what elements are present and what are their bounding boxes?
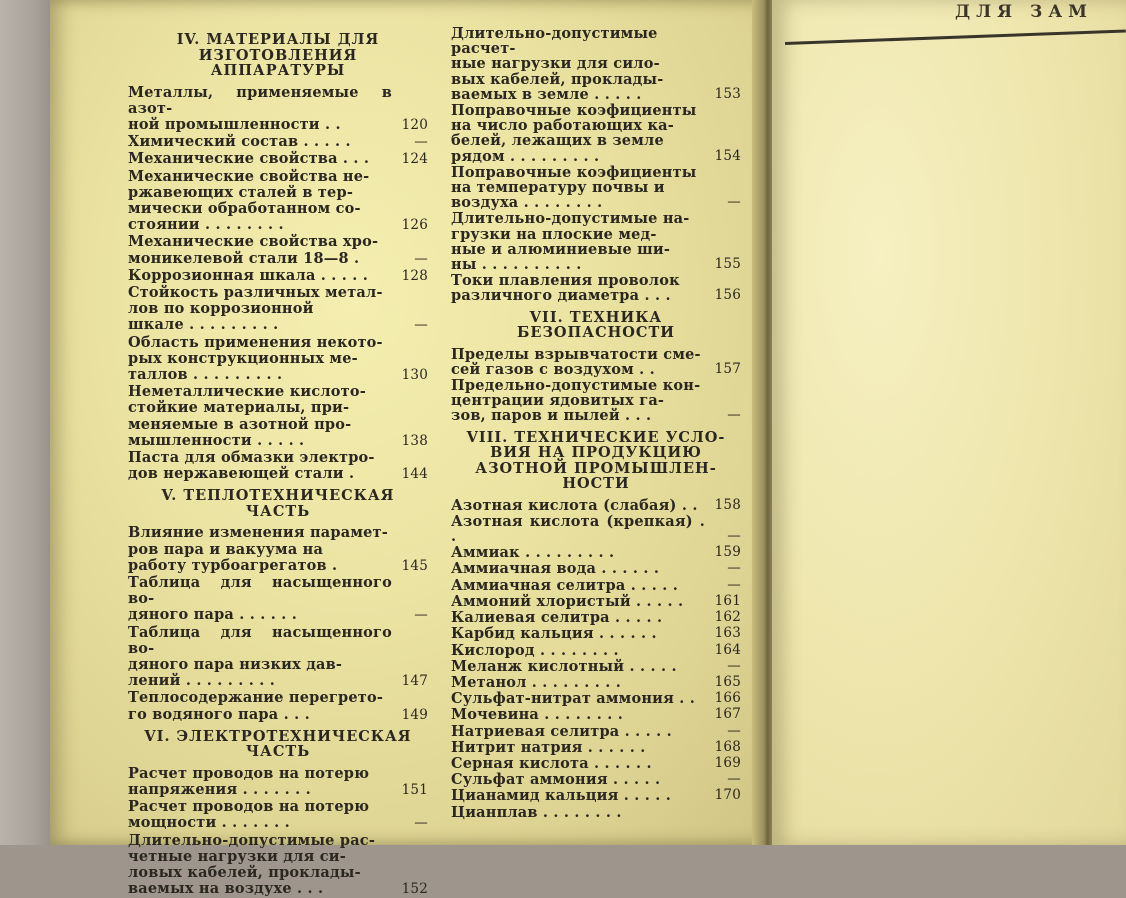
toc-entry-title: Расчет проводов на потерю напряжения . . . . . . . [128,764,370,799]
toc-entry [451,561,741,576]
toc-entry-title: Таблица для насыщенного во- дяного пара . . . . . . [128,573,392,624]
toc-entry-title: Таблица для насыщенного во- дяного пара низких дав- лений . . . . . . . . . [128,623,392,690]
toc-entry-title: Меланж кислотный . . . . . [451,657,677,675]
toc-entry [451,707,741,722]
toc-entry-page: 163 [714,625,741,642]
toc-entry [128,85,428,134]
toc-entry-title: Карбид кальция . . . . . . [451,625,657,643]
toc-entry-page: 161 [714,592,741,609]
toc-entry-title: Механические свойства . . . [128,150,370,168]
toc-entry-title: Поправочные коэфициенты на температуру почвы и воздуха . . . . . . . . [451,163,697,212]
toc-entry [451,273,741,303]
toc-entry-page: 155 [714,256,741,273]
toc-entry [451,103,741,164]
toc-entry [451,724,741,739]
right-page-header: ДЛЯ ЗАМ [955,2,1093,22]
toc-entry-title: Коррозионная шкала . . . . . [128,266,369,284]
toc-entry-title: Аммиак . . . . . . . . . [451,544,615,562]
toc-entry-page: 159 [714,544,741,561]
toc-entry-title: Цианамид кальция . . . . . [451,787,672,805]
toc-entry [451,788,741,803]
toc-entry [128,384,428,449]
toc-entry-title: Область применения некото- рых конструкционных ме- таллов . . . . . . . . . [128,333,383,383]
toc-entry-title: Сульфат аммония . . . . . [451,771,661,789]
toc-column-left [128,26,428,898]
toc-entry-title: Предельно-допустимые кон- центрации ядовитых га- зов, паров и пылей . . . [451,377,701,425]
toc-entry-title: Влияние изменения парамет- ров пара и вакуума на работу турбоагрегатов . [128,524,388,574]
toc-entry-page: 144 [401,466,428,483]
toc-entry-title: Неметаллические кислото- стойкие материалы, при- меняемые в азотной про- мышленности . . . . . [128,383,366,449]
toc-entry [451,675,741,690]
toc-entry-page: 169 [714,754,741,771]
book-page-right [772,0,1126,845]
toc-entry [451,378,741,424]
toc-entry-page: — [727,657,741,674]
toc-entry-page: 157 [714,360,741,377]
toc-entry [451,643,741,658]
toc-entry-page: — [727,576,741,593]
toc-entry-page: — [727,771,741,788]
toc-entry-title: Механические свойства хро- моникелевой стали 18—8 . [128,233,379,267]
toc-column-middle [451,26,741,821]
toc-entry-page: 167 [714,706,741,723]
toc-entry-page: 120 [401,116,428,133]
toc-entry-page: 130 [401,366,428,383]
toc-entry [128,799,428,831]
toc-entry [451,514,741,544]
section-heading: V. ТЕПЛОТЕХНИЧЕСКАЯ ЧАСТЬ [161,487,395,520]
toc-entry-page: 154 [714,147,741,164]
toc-entry-page: 153 [714,85,741,102]
toc-entry-page: — [727,407,741,424]
toc-entry-page: 158 [714,496,741,513]
toc-entry [128,525,428,574]
toc-entry-page: 128 [401,267,428,284]
toc-entry [451,626,741,641]
toc-entry-title: Длительно-допустимые на- грузки на плоские мед- ные и алюминиевые ши- ны . . . . . . . . . . [451,210,690,274]
toc-entry-page: 162 [714,609,741,626]
toc-entry [128,833,428,898]
toc-entry [451,211,741,272]
toc-entry [451,165,741,211]
toc-entry-page: 156 [714,287,741,304]
toc-entry-title: Сульфат-нитрат аммония . . [451,690,696,708]
toc-entry-page: 152 [401,881,428,898]
toc-entry-page: — [727,528,741,545]
toc-entry-title: Металлы, применяемые в азот- ной промышленности . . [128,83,392,133]
toc-entry-page: — [414,134,428,151]
toc-entry [451,659,741,674]
toc-entry-title: Калиевая селитра . . . . . [451,609,663,627]
toc-entry [451,545,741,560]
toc-entry [128,285,428,334]
toc-entry-title: Длительно-допустимые рас- четные нагрузки для си- ловых кабелей, проклады- ваемых на воздухе . . . [128,831,376,898]
toc-entry-page: — [414,317,428,334]
toc-entry-title: Натриевая селитра . . . . . [451,722,672,740]
toc-entry-title: Кислород . . . . . . . . [451,641,619,659]
toc-entry [128,335,428,384]
toc-entry [128,450,428,482]
toc-entry-page: 124 [401,151,428,168]
toc-entry-title: Стойкость различных метал- лов по коррозионной шкале . . . . . . . . . [128,283,383,334]
section-heading: VI. ЭЛЕКТРОТЕХНИЧЕСКАЯ ЧАСТЬ [144,727,412,761]
toc-entry-title: Цианплав . . . . . . . . [451,803,622,821]
toc-entry [451,772,741,787]
toc-entry-title: Мочевина . . . . . . . . [451,706,623,724]
toc-entry-page: — [414,815,428,832]
toc-entry-title: Аммоний хлористый . . . . . [451,592,684,610]
toc-entry-title: Паста для обмазки электро- дов нержавеющей стали . [128,448,375,483]
toc-entry [451,691,741,706]
toc-entry [451,347,741,377]
toc-entry [128,766,428,798]
toc-entry [451,594,741,609]
toc-entry-page: 165 [714,673,741,690]
toc-entry-title: Аммиачная вода . . . . . . [451,560,660,578]
toc-entry-title: Механические свойства не- ржавеющих сталей в тер- мически обработанном со- стоянии . . . . . . . . [128,167,370,234]
toc-entry-page: — [414,250,428,267]
toc-entry [128,625,428,690]
toc-entry-page: — [414,607,428,624]
toc-entry-title: Аммиачная селитра . . . . . [451,576,678,594]
toc-entry-page: 164 [714,641,741,658]
toc-entry-title: Токи плавления проволок различного диаметра . . . [451,272,680,305]
toc-entry-title: Пределы взрывчатости сме- сей газов с воздухом . . [451,345,701,378]
toc-entry-page: 170 [714,787,741,804]
toc-entry [451,805,741,820]
toc-entry-title: Азотная кислота (крепкая) . . [451,512,705,546]
toc-entry-title: Серная кислота . . . . . . [451,754,652,772]
toc-entry-title: Нитрит натрия . . . . . . [451,738,646,756]
section-heading: VII. ТЕХНИКА БЕЗОПАСНОСТИ [517,308,675,342]
toc-entry-title: Расчет проводов на потерю мощности . . . . . . . [128,798,370,832]
toc-entry-page: 138 [401,432,428,449]
toc-entry [128,234,428,266]
toc-entry-title: Теплосодержание перегрето- го водяного пара . . . [128,689,384,723]
toc-entry-page: 151 [401,782,428,799]
toc-entry [128,575,428,624]
toc-entry [451,26,741,102]
toc-entry [451,610,741,625]
toc-entry-page: 147 [401,673,428,690]
toc-entry [128,134,428,150]
toc-entry-title: Химический состав . . . . . [128,133,351,151]
toc-entry-title: Длительно-допустимые расчет- ные нагрузки для сило- вых кабелей, проклады- ваемых в земле . . . . . [451,25,664,103]
toc-entry [128,151,428,167]
toc-entry [451,740,741,755]
toc-entry-page: — [727,194,741,211]
toc-entry [128,268,428,284]
toc-entry-page: 168 [714,738,741,755]
toc-entry-title: Поправочные коэфициенты на число работающих ка- белей, лежащих в земле рядом . . . . . . . . . [451,102,697,165]
section-heading: VIII. ТЕХНИЧЕСКИЕ УСЛО- ВИЯ НА ПРОДУКЦИЮ АЗОТНОЙ ПРОМЫШЛЕН- НОСТИ [466,428,726,493]
toc-entry [451,498,741,513]
toc-entry-page: 145 [401,557,428,574]
section-heading: IV. МАТЕРИАЛЫ ДЛЯ ИЗГОТОВЛЕНИЯ АППАРАТУРЫ [176,31,380,79]
toc-entry [451,756,741,771]
toc-entry [128,169,428,234]
toc-entry-page: 166 [714,690,741,707]
toc-entry-title: Метанол . . . . . . . . . [451,673,622,691]
toc-entry-page: — [727,722,741,739]
toc-entry [128,690,428,722]
toc-entry [451,578,741,593]
toc-entry-page: 149 [401,706,428,723]
toc-entry-page: 126 [401,217,428,234]
toc-entry-page: — [727,560,741,577]
toc-entry-title: Азотная кислота (слабая) . . [451,496,698,514]
